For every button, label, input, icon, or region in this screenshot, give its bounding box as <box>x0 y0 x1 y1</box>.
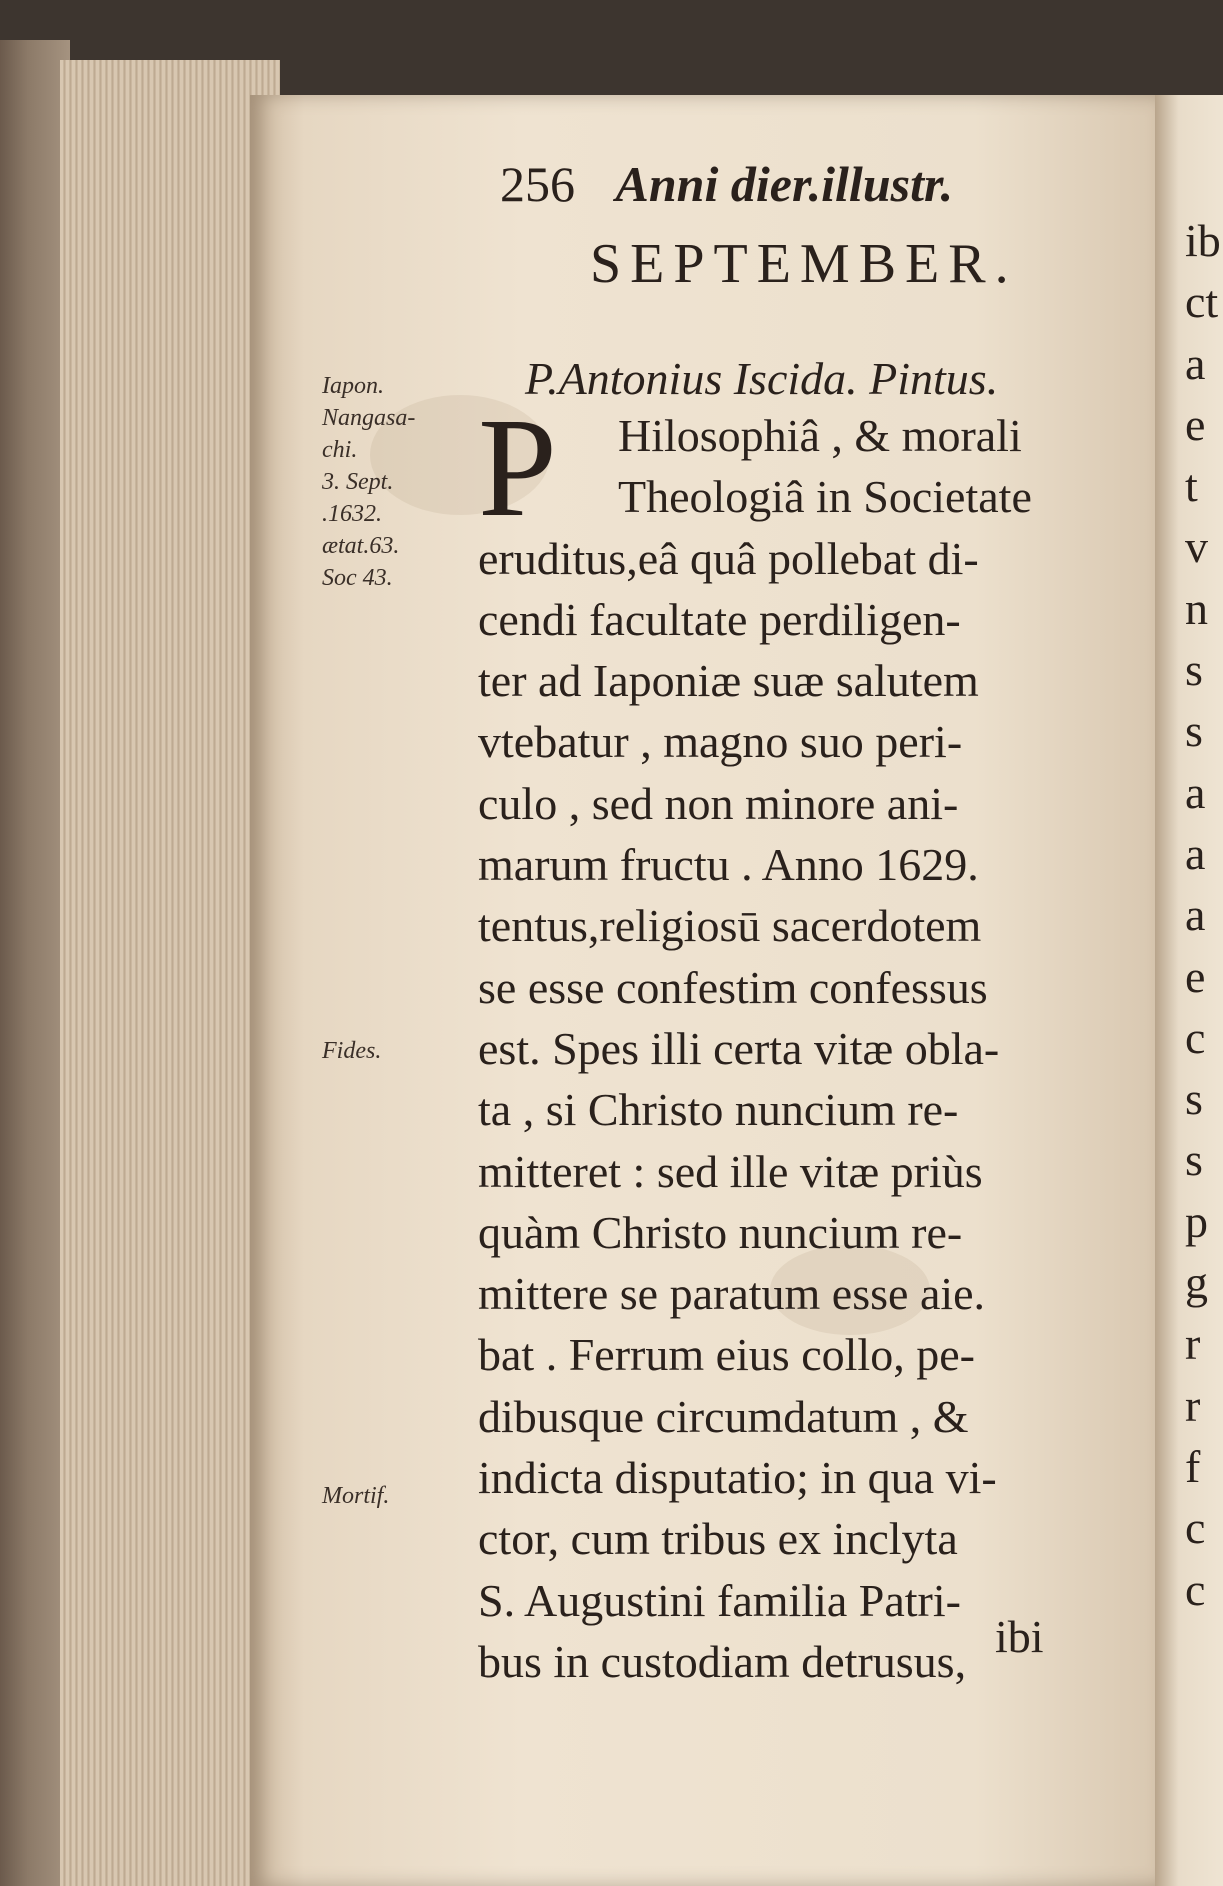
text-line: mittere se paratum esse aie. <box>478 1268 986 1320</box>
catch-word: ibi <box>995 1611 1044 1662</box>
margin-line: Iapon. <box>322 373 384 399</box>
glyph-fragment: n <box>1185 582 1208 634</box>
glyph-fragment: s <box>1185 644 1203 696</box>
glyph-fragment: g <box>1185 1257 1208 1309</box>
glyph-fragment: a <box>1185 766 1206 818</box>
glyph-fragment: ib <box>1185 215 1221 266</box>
text-line: bus in custodiam detrusus, <box>478 1635 967 1687</box>
text-line: tentus,religiosū sacerdotem <box>478 900 982 952</box>
text-line: est. Spes illi certa vitæ obla- <box>478 1022 1000 1074</box>
body-text <box>478 388 1118 1692</box>
text-line: se esse confestim confessus <box>478 961 988 1013</box>
month-heading: SEPTEMBER. <box>590 233 1018 295</box>
glyph-fragment: p <box>1185 1195 1208 1247</box>
page-number: 256 <box>500 156 575 212</box>
text-line: mitteret : sed ille vitæ priùs <box>478 1145 983 1197</box>
text-line: dibusque circumdatum , & <box>478 1390 969 1442</box>
text-line: Hilosophiâ , & morali <box>618 410 1022 461</box>
glyph-fragment: a <box>1185 889 1206 941</box>
text-line: bat . Ferrum eius collo, pe- <box>478 1329 975 1381</box>
text-line: marum fructu . Anno 1629. <box>478 839 979 891</box>
running-title: Anni dier.illustr. <box>615 156 954 212</box>
glyph-fragment: s <box>1185 1073 1203 1125</box>
margin-note-location <box>322 370 415 594</box>
glyph-fragment: a <box>1185 827 1206 879</box>
glyph-fragment: v <box>1185 521 1208 573</box>
glyph-fragment: s <box>1185 705 1203 757</box>
subject-name: P.Antonius Iscida. Pintus. <box>525 353 999 404</box>
text-line: indicta disputatio; in qua vi- <box>478 1452 997 1504</box>
text-line: ta , si Christo nuncium re- <box>478 1084 959 1136</box>
glyph-fragment: s <box>1185 1134 1203 1186</box>
glyph-fragment: e <box>1185 950 1206 1002</box>
glyph-fragment: c <box>1185 1563 1206 1615</box>
glyph-fragment: a <box>1185 337 1206 389</box>
dropcap-letter: P <box>478 388 557 546</box>
margin-line: 3. Sept. <box>322 469 394 495</box>
margin-line: chi. <box>322 437 358 463</box>
text-line: culo , sed non minore ani- <box>478 777 959 829</box>
text-line: S. Augustini familia Patri- <box>478 1574 961 1626</box>
margin-line: Soc 43. <box>322 565 393 591</box>
text-line: quàm Christo nuncium re- <box>478 1206 963 1258</box>
margin-line: Nangasa- <box>322 405 416 431</box>
margin-note-fides: Fides. <box>322 1038 382 1064</box>
glyph-fragment: f <box>1185 1440 1201 1492</box>
page-edges <box>60 60 280 1886</box>
glyph-fragment: ct <box>1185 276 1219 328</box>
margin-line: ætat.63. <box>322 533 400 559</box>
text-line: cendi facultate perdiligen- <box>478 593 961 645</box>
next-page-fragment <box>1185 210 1223 1620</box>
text-line: vtebatur , magno suo peri- <box>478 716 963 768</box>
glyph-fragment: c <box>1185 1502 1206 1554</box>
text-line: Theologiâ in Societate <box>618 471 1032 523</box>
glyph-fragment: c <box>1185 1011 1206 1063</box>
text-line: ter ad Iaponiæ suæ salutem <box>478 655 979 707</box>
margin-line: .1632. <box>322 501 382 527</box>
text-line: eruditus,eâ quâ pollebat di- <box>478 532 979 584</box>
text-line: ctor, cum tribus ex inclyta <box>478 1513 958 1565</box>
glyph-fragment: r <box>1185 1379 1201 1431</box>
page-header <box>500 155 1060 215</box>
glyph-fragment: e <box>1185 398 1206 450</box>
glyph-fragment: t <box>1185 460 1198 512</box>
margin-note-mortif: Mortif. <box>322 1483 390 1509</box>
glyph-fragment: r <box>1185 1318 1201 1370</box>
